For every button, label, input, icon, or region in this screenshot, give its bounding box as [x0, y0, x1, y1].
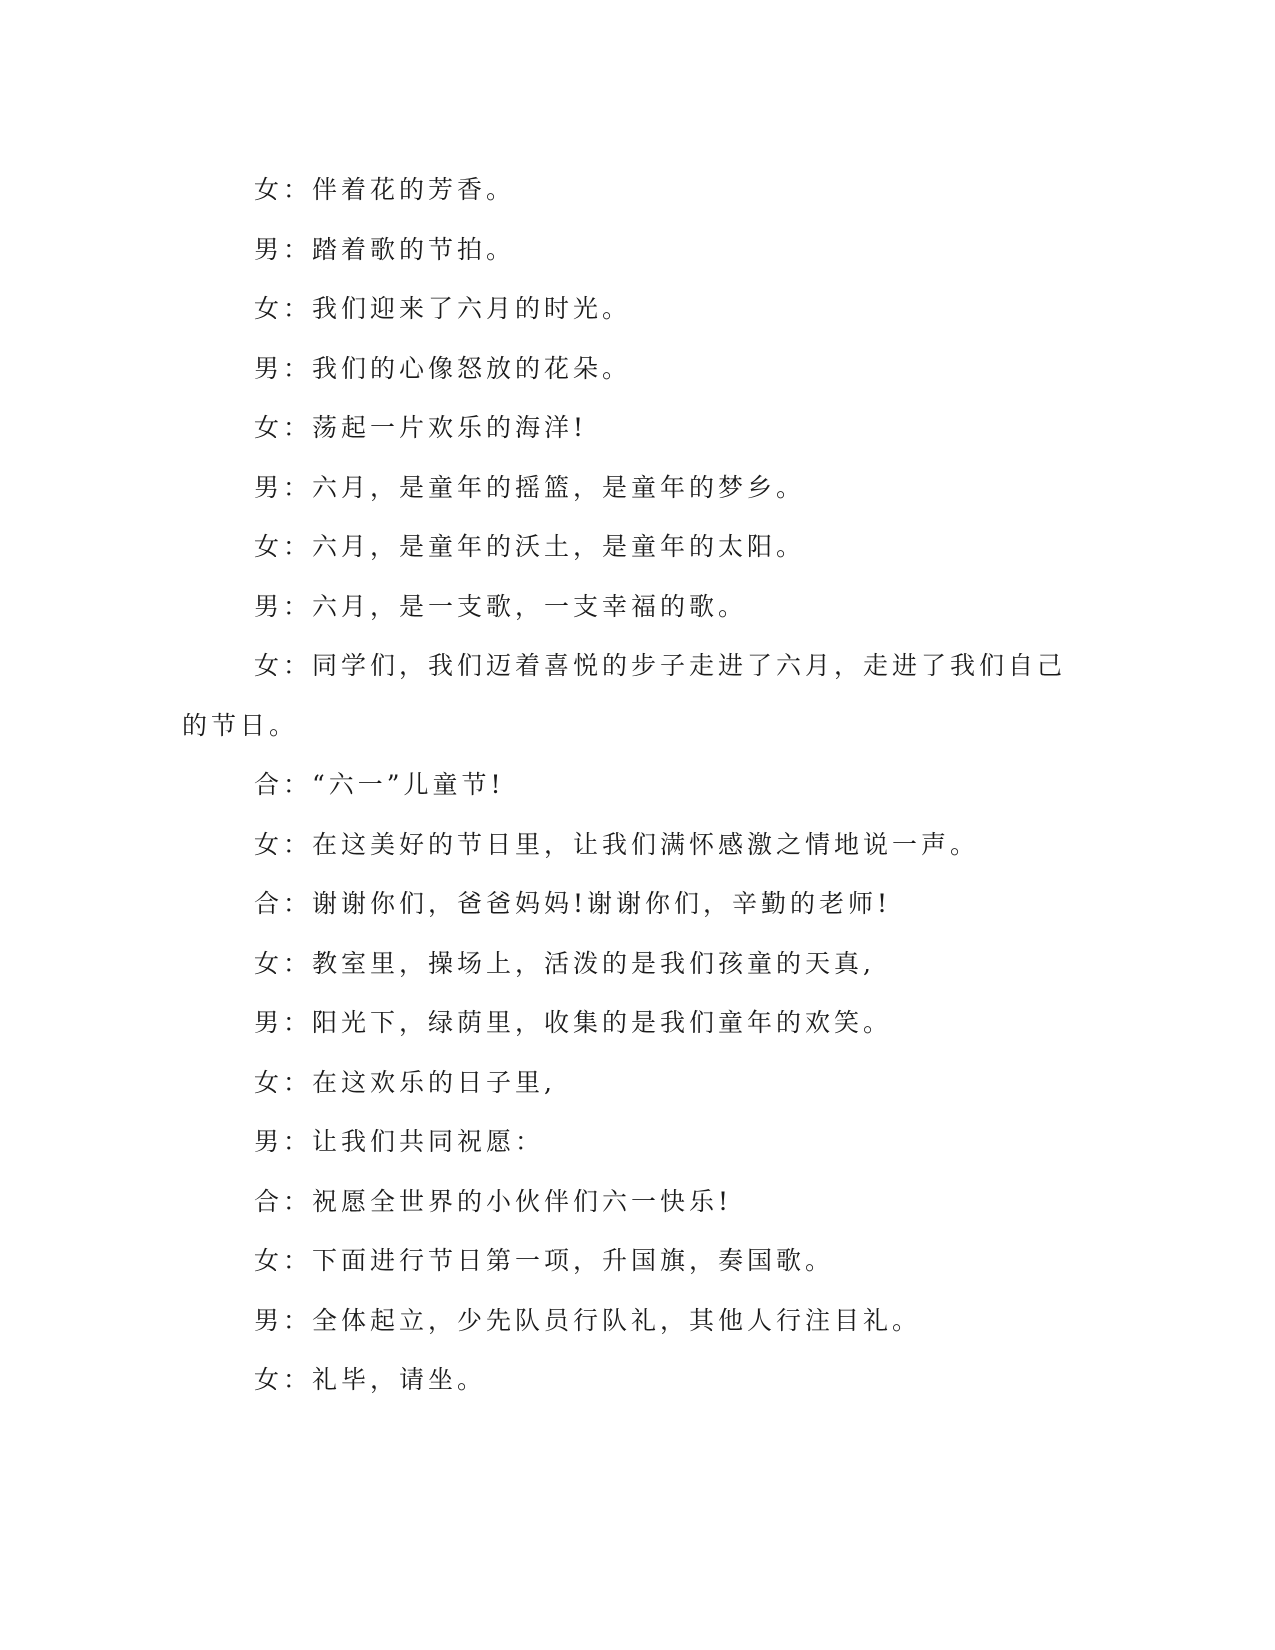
script-line: 合：“六一”儿童节! [254, 770, 505, 799]
script-line: 男：阳光下，绿荫里，收集的是我们童年的欢笑。 [254, 1008, 893, 1037]
script-line: 女：在这欢乐的日子里, [254, 1067, 556, 1097]
script-line: 合：祝愿全世界的小伙伴们六一快乐! [254, 1186, 733, 1216]
script-line: 女：荡起一片欢乐的海洋! [254, 413, 588, 442]
host-script [182, 160, 1082, 1410]
script-line: 女：同学们，我们迈着喜悦的步子走进了六月，走进了我们自己的节日。 [182, 651, 1067, 740]
script-line: 男：我们的心像怒放的花朵。 [254, 353, 632, 383]
script-line: 女：下面进行节日第一项，升国旗，奏国歌。 [254, 1246, 835, 1275]
script-line: 女：礼毕，请坐。 [254, 1365, 487, 1394]
script-line: 男：让我们共同祝愿： [254, 1127, 545, 1156]
script-line: 男：六月，是童年的摇篮，是童年的梦乡。 [254, 472, 806, 502]
script-line: 女：在这美好的节日里，让我们满怀感激之情地说一声。 [254, 829, 980, 859]
script-line: 男：六月，是一支歌，一支幸福的歌。 [254, 591, 748, 621]
script-line: 女：伴着花的芳香。 [254, 175, 516, 204]
script-line: 女：我们迎来了六月的时光。 [254, 294, 632, 323]
script-line: 女：六月，是童年的沃土，是童年的太阳。 [254, 532, 806, 561]
script-line: 合：谢谢你们，爸爸妈妈!谢谢你们，辛勤的老师! [254, 889, 892, 918]
script-line: 男：全体起立，少先队员行队礼，其他人行注目礼。 [254, 1305, 922, 1335]
script-line: 男：踏着歌的节拍。 [254, 234, 516, 264]
script-line: 女：教室里，操场上，活泼的是我们孩童的天真, [254, 948, 875, 978]
